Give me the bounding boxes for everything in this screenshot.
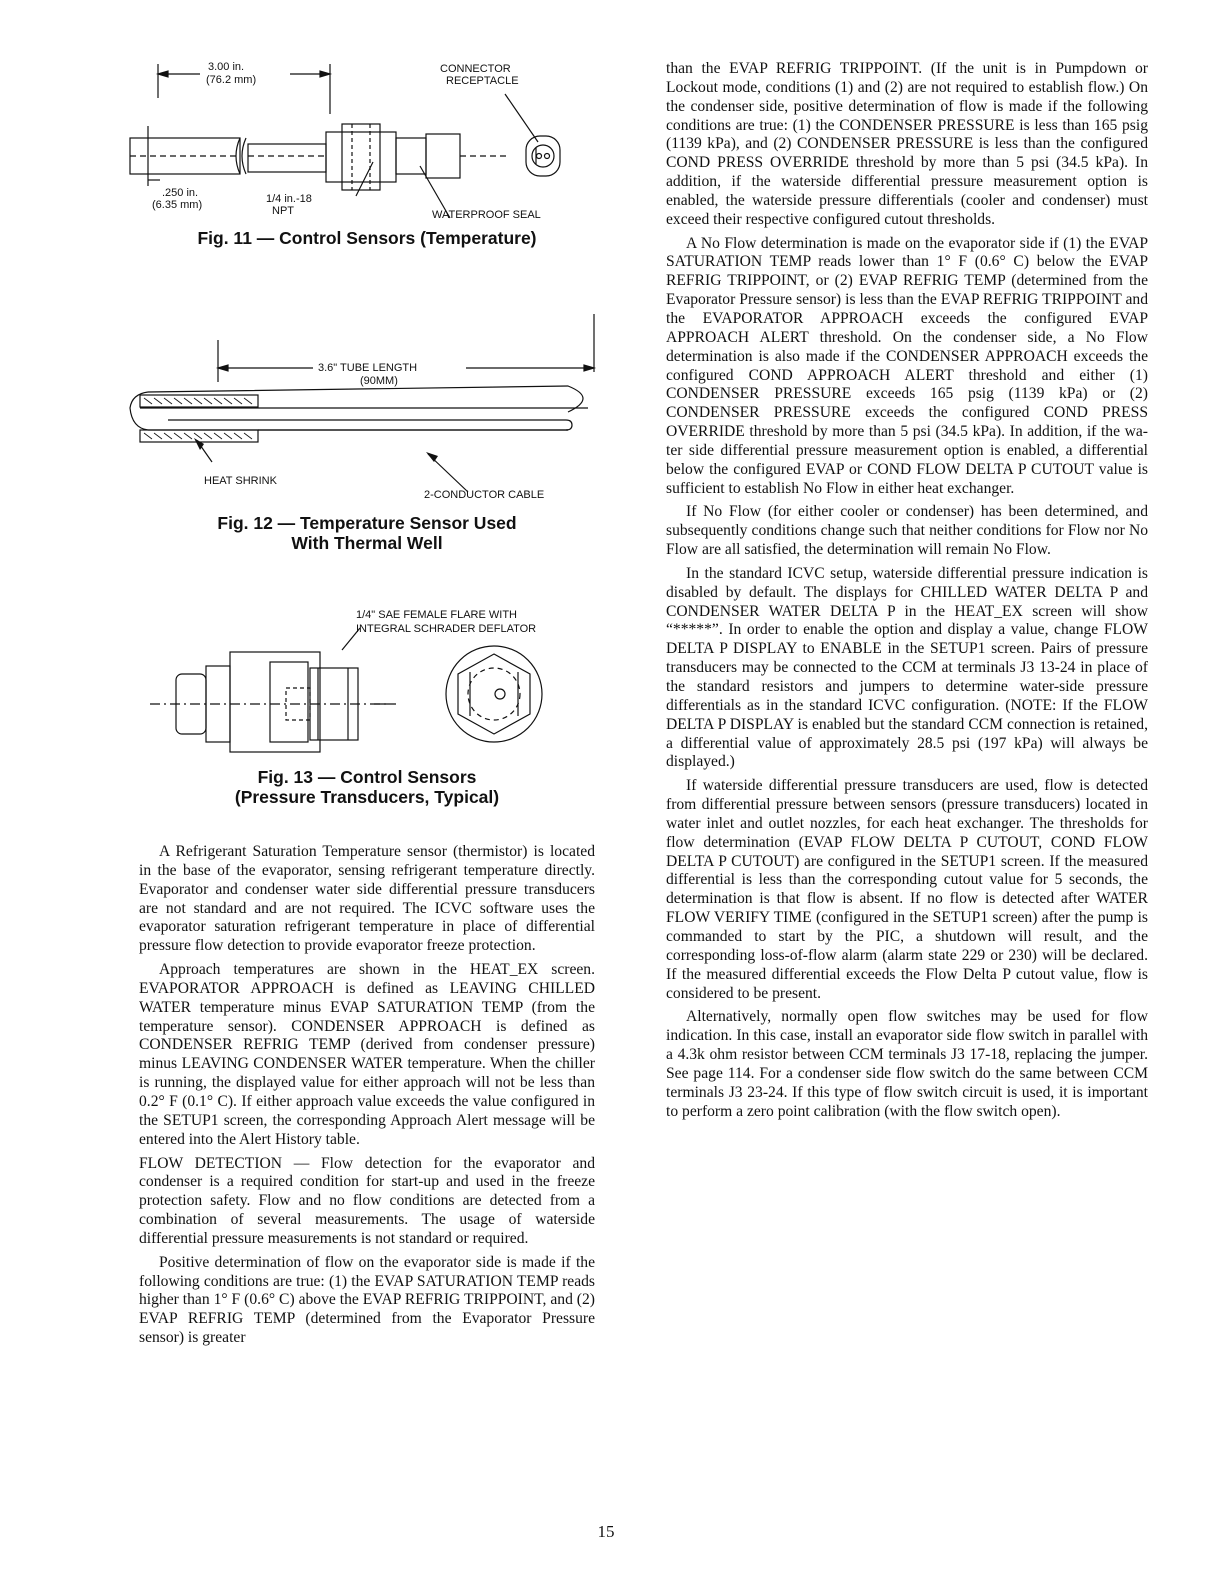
fig11-npt-label: NPT xyxy=(272,205,294,217)
fig12-tube-mm-label: (90MM) xyxy=(360,375,398,387)
fig12-heat-shrink-label: HEAT SHRINK xyxy=(204,475,277,487)
fig11-length-label: 3.00 in. xyxy=(208,61,245,73)
paragraph-icvc-setup: In the standard ICVC setup, waterside differential pressure indication is disabled by default. The displays for CHILLED WATER DELTA P and CONDENSER WATER DELTA P in the HEAT_EX screen will show “*****”. In order to enable the option and display a value, change FLOW DELTA P DISPLAY to ENABLE in the SETUP1 screen. Pairs of pressure transducers may be connected to the CCM at terminals J3 13-24 in place of the standard resistors and jumpers to determine water-side pressure differentials as in the standard ICVC configuration. (NOTE: If the FLOW DELTA P DISPLAY is enabled but the standard CCM connection is retained, a differential value of approximately 28.5 psi (197 kPa) will always be displayed.) xyxy=(666,564,1148,771)
paragraph-approach-temps: Approach temperatures are shown in the HEAT_EX screen. EVAPORATOR APPROACH is defined as LEAVING CHILLED WATER temperature minus EVAP SATURATION TEMP (from the temperature sensor). CONDENSER APPROACH is defined as CONDENSER REFRIG TEMP (derived from condenser pressure) minus LEAVING CONDENSER WATER temperature. When the chiller is running, the displayed value for either approach will not be less than 0.2° F (0.1° C). If either approach value exceeds the value configured in the SETUP1 screen, the corresponding Approach Alert message will be entered into the Alert History table. xyxy=(139,961,595,1148)
page-number: 15 xyxy=(597,1522,615,1541)
fig12-cable-label: 2-CONDUCTOR CABLE xyxy=(424,489,545,501)
fig12-tube-label: 3.6" TUBE LENGTH xyxy=(318,362,418,374)
paragraph-sat-temp-sensor: A Refrigerant Saturation Temperature sensor (thermistor) is located in the base of the evaporator, sensing refrigerant temperature directly. Evaporator and condenser water side differential pressure transducers are not standard and are not required. The ICVC software uses the evaporator saturation refrigerant temperature in place of differential pressure flow detection to provide evaporator freeze protection. xyxy=(139,843,595,955)
fig13-schrader-label: INTEGRAL SCHRADER DEFLATOR xyxy=(356,623,537,635)
fig13-caption xyxy=(139,767,595,807)
fig11-seal-label: WATERPROOF SEAL xyxy=(432,209,541,221)
fig13-drawing xyxy=(150,608,570,758)
fig11-thread-label: 1/4 in.-18 xyxy=(266,193,312,205)
paragraph-positive-flow: Positive determination of flow on the evaporator side is made if the following conditions are true: (1) the EVAP SATURATION TEMP reads higher than 1° F (0.6° C) above the EVAP REFRIG TRIPPOINT, and (2) EVAP REFRIG TEMP (determined from the Evaporator Pressure sensor) is greater xyxy=(139,1253,595,1347)
paragraph-no-flow-remain: If No Flow (for either cooler or condenser) has been determined, and subsequently conditions change such that neither conditions for Flow nor No Flow are all satisfied, the determination will remain No Flow. xyxy=(666,503,1148,559)
paragraph-no-flow: A No Flow determination is made on the evaporator side if (1) the EVAP SATURATION TEMP reads lower than 1° F (0.6° C) below the EVAP REFRIG TRIPPOINT, or (2) EVAP REFRIG TEMP (determined from the Evaporator Pressure sensor) is less than the EVAP REFRIG TRIPPOINT and the EVAPORATOR APPROACH exceeds the configured EVAP APPROACH ALERT threshold. On the condenser side, a No Flow determination is also made if the CONDENSER APPROACH exceeds the configured COND APPROACH ALERT threshold and either (1) CONDENSER PRESSURE exceeds 165 psig (1139 kPa) or (2) CONDENSER PRESSURE exceeds the configured COND PRESS OVERRIDE threshold by more than 5 psi (34.5 kPa). In addition, if the water side differential pressure measurement option is enabled, a differential below the configured EVAP or COND FLOW DELTA P CUTOUT value is sufficient to establish No Flow in either heat exchanger. xyxy=(666,234,1148,497)
fig11-dia-mm-label: (6.35 mm) xyxy=(152,199,203,211)
fig12-caption-line2: With Thermal Well xyxy=(291,533,443,553)
fig11-dia-label: .250 in. xyxy=(162,187,199,199)
fig11-caption: Fig. 11 — Control Sensors (Temperature) xyxy=(197,228,537,248)
right-text-column xyxy=(666,60,1148,1126)
fig12-caption-line1: Fig. 12 — Temperature Sensor Used xyxy=(217,513,517,533)
fig11-connector-label: CONNECTOR xyxy=(440,63,511,75)
fig12-caption xyxy=(139,513,595,553)
paragraph-waterside-transducers: If waterside differential pressure transducers are used, flow is detected from differential pressure between sensors (pressure transducers) located in water inlet and outlet nozzles, for each heat exchanger. The thresholds for flow determination (EVAP FLOW DELTA P CUTOUT, COND FLOW DELTA P CUTOUT) are configured in the SETUP1 screen. If the measured differential is less than the corresponding cutout value for 5 seconds, the determination is that flow is absent. If no flow is detected after WATER FLOW VERIFY TIME (configured in the SETUP1 screen) after the pump is commanded to start by the PIC, a shutdown will result, and the corresponding loss-of-flow alarm (alarm state 229 or 230) will be declared. If the measured differential exceeds the Flow Delta P cutout value, flow is considered to be present. xyxy=(666,777,1148,1002)
fig13-caption-line2: (Pressure Transducers, Typical) xyxy=(234,787,500,807)
fig11-receptacle-label: RECEPTACLE xyxy=(446,75,519,87)
fig13-flare-label: 1/4" SAE FEMALE FLARE WITH xyxy=(356,609,517,621)
fig12-drawing xyxy=(128,312,598,512)
fig11-drawing xyxy=(130,58,570,228)
paragraph-flow-switches: Alternatively, normally open flow switches may be used for flow indication. In this case, install an evaporator side flow switch in parallel with a 4.3k ohm resistor between CCM terminals J3 17-18, replacing the jumper. See page 114. For a condenser side flow switch do the same between CCM terminals J3 23-24. If this type of flow switch circuit is used, it is important to perform a zero point calibration (with the flow switch open). xyxy=(666,1008,1148,1120)
fig13-caption-line1: Fig. 13 — Control Sensors xyxy=(257,767,477,787)
paragraph-flow-continued: than the EVAP REFRIG TRIPPOINT. (If the unit is in Pumpdown or Lockout mode, conditions (1) and (2) are not required to establish flow.) On the condenser side, positive determination of flow is made if the following conditions are true: (1) the CONDENSER PRESSURE is less than 165 psig (1139 kPa), and (2) CONDENSER PRESSURE is less than the configured COND PRESS OVERRIDE threshold by more than 5 psi (34.5 kPa). In addition, if the waterside differential pressure measurement option is enabled, the waterside pressure differentials (cooler and condenser) must exceed their respective configured cutout thresholds. xyxy=(666,60,1148,228)
paragraph-flow-detection: FLOW DETECTION — Flow detection for the evaporator and condenser is a required condition for start-up and used in the freeze protection safety. Flow and no flow conditions are detected from a combination of several measurements. The usage of waterside differential pressure measurements is not standard or required. xyxy=(139,1154,595,1247)
fig11-length-mm-label: (76.2 mm) xyxy=(206,74,257,86)
left-text-column xyxy=(139,843,595,1353)
